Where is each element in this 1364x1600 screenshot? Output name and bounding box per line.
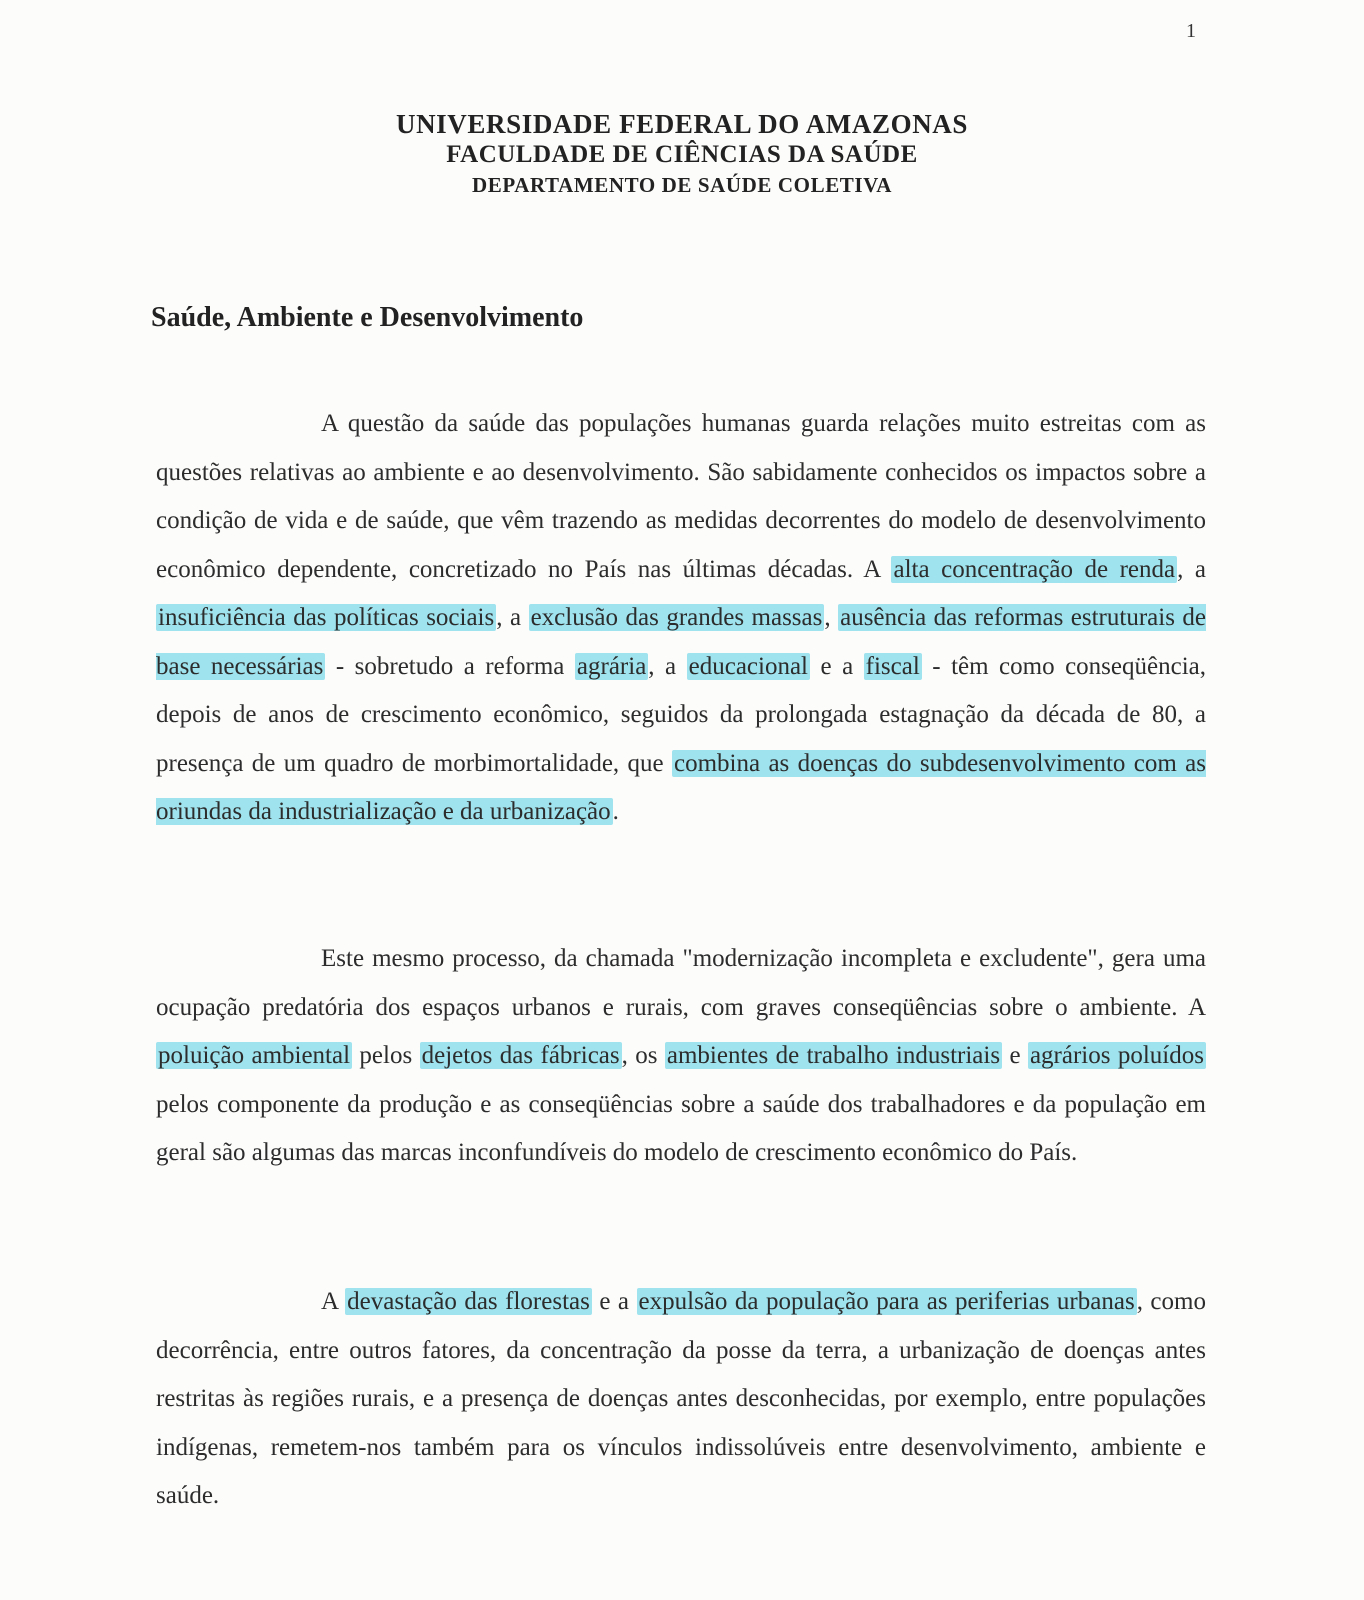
department-name: DEPARTAMENTO DE SAÚDE COLETIVA [471,173,893,197]
highlight: devastação das florestas [347,1288,590,1315]
university-name: UNIVERSIDADE FEDERAL DO AMAZONAS [395,109,969,139]
text-run: , como decorrência, entre outros fatores, da concentração da posse da terra, a urbanização de doenças antes restritas às regiões rurais, e a presença de doenças antes desconhecidas, por exemplo, entre populações indígenas, remetem-nos também para os vínculos indissolúveis entre desenvolvimento, ambiente e saúde. [156,1288,1206,1509]
faculty-name: FACULDADE DE CIÊNCIAS DA SAÚDE [446,141,918,168]
highlight: ambientes de trabalho industriais [666,1042,1001,1069]
highlight: expulsão da população para as periferias urbanas [638,1288,1135,1315]
text-run: Este mesmo processo, da chamada "modernização incompleta e excludente", gera uma ocupação predatória dos espaços urbanos e rurais, com graves conseqüências sobre o ambiente. A [156,945,1206,1021]
highlight: agrários poluídos [1029,1042,1204,1069]
document-header [0,108,1364,200]
text-run: . [612,798,619,825]
text-run: A [321,1288,346,1315]
highlight: educacional [688,652,808,680]
text-run: A questão da saúde das populações humanas guarda relações muito estreitas com as questões relativas ao ambiente e ao desenvolvimento. São sabidamente conhecidos os impactos sobre a condição de vida e de saúde, que vêm trazendo as medidas decorrentes do modelo de desenvolvimento econômico dependente, concretizado no País nas últimas décadas. A [156,410,1206,583]
text-run: , a [1177,555,1206,583]
highlight: agrária [576,652,647,680]
text-run: e a [810,652,864,680]
text-run: , [824,604,839,631]
highlight: dejetos das fábricas [421,1042,620,1069]
text-run: pelos [352,1042,420,1069]
highlight: fiscal [865,652,920,680]
text-run: - sobretudo a reforma [325,652,575,680]
text-run: pelos componente da produção e as conseqüências sobre a saúde dos trabalhadores e da população em geral são algumas das marcas inconfundíveis do modelo de crescimento econômico do País. [156,1090,1206,1166]
page-number: 1 [1186,20,1196,42]
text-run: - têm como conseqüência, depois de anos de crescimento econômico, seguidos da prolongada estagnação da década de 80, a presença de um quadro de morbimortalidade, que [156,652,1206,777]
highlight: alta concentração de renda [893,555,1176,583]
highlight: exclusão das grandes massas [530,604,823,631]
paragraph-3 [156,1278,1206,1521]
highlight: poluição ambiental [158,1042,351,1069]
paragraph-2 [156,935,1206,1178]
document-title: Saúde, Ambiente e Desenvolvimento [151,302,584,333]
paragraph-1 [156,400,1206,837]
text-run: e a [591,1288,637,1315]
highlight: combina as doenças do subdesenvolvimento com as oriundas da industrialização e da urbanização [156,749,1206,825]
text-run: e [1002,1042,1028,1069]
highlight: ausência das reformas estruturais de base necessárias [156,604,1206,680]
text-run: , os [621,1042,665,1069]
text-run: , a [496,604,529,631]
highlight: insuficiência das políticas sociais [158,604,495,631]
text-run: , a [648,652,687,680]
